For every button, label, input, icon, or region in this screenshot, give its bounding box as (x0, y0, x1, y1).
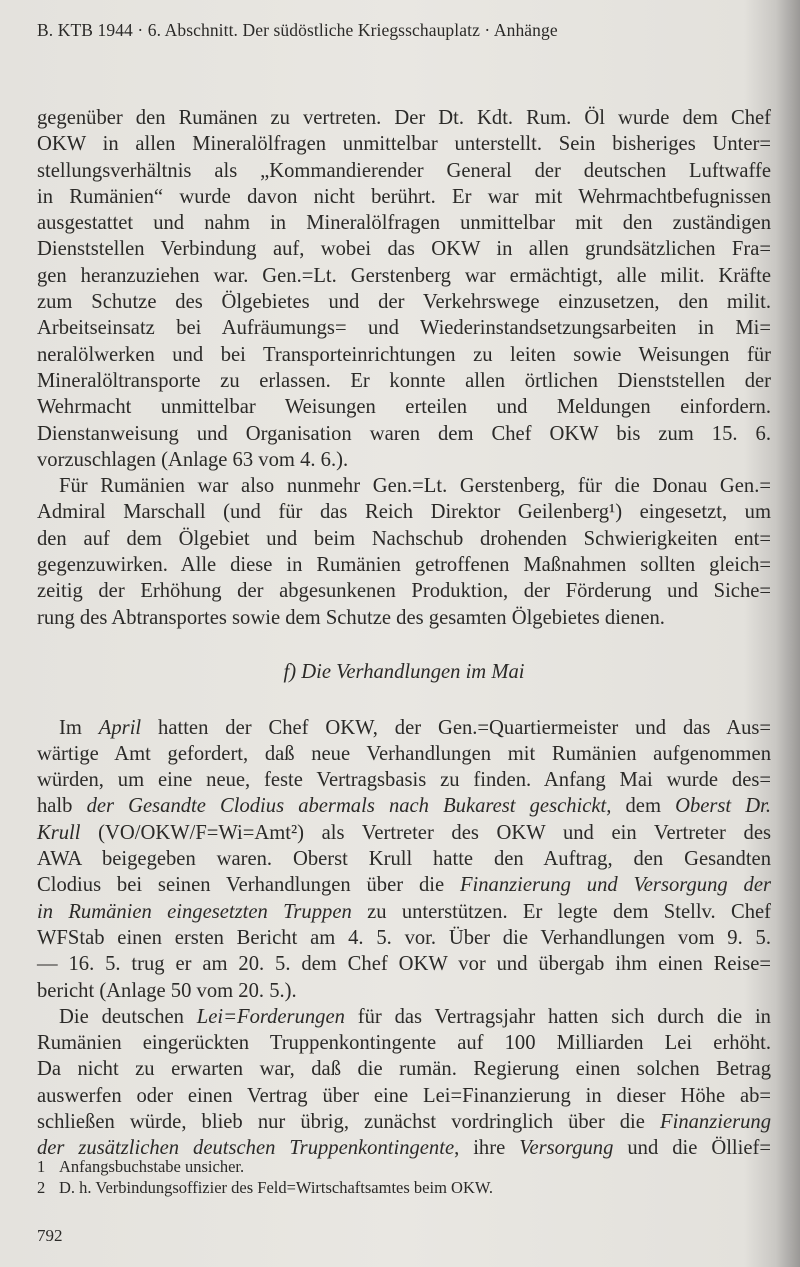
text-run: Dienstanweisung und Organisation waren dem Chef OKW bis zum 15. 6. (37, 422, 771, 445)
page-number: 792 (37, 1226, 63, 1245)
text-run: hatten der Chef OKW, der Gen.=Quartiermeister und das Aus= (141, 716, 772, 739)
italic-text: Lei=Forderungen (196, 1005, 345, 1028)
italic-text: April (98, 716, 142, 739)
italic-text: Oberst Dr. (675, 795, 771, 818)
text-line (37, 1109, 771, 1135)
text-run: Für Rumänien war also nunmehr Gen.=Lt. Gerstenberg, für die Donau Gen.= (59, 475, 771, 498)
text-line (37, 552, 771, 578)
text-run: den auf dem Ölgebiet und beim Nachschub drohenden Schwierigkeiten ent= (37, 527, 771, 550)
text-line (37, 846, 771, 872)
text-run: , ihre (454, 1137, 520, 1160)
text-run: gegenüber den Rumänen zu vertreten. Der Dt. Kdt. Rum. Öl wurde dem Chef (37, 107, 771, 129)
text-run: gen heranzuziehen war. Gen.=Lt. Gerstenberg war ermächtigt, alle milit. Kräfte (37, 264, 771, 287)
text-line (37, 210, 771, 236)
text-line (37, 715, 771, 741)
footnote-text: Anfangsbuchstabe unsicher. (59, 1157, 245, 1176)
text-line (37, 526, 771, 552)
text-run: stellungsverhältnis als „Kommandierender General der deutschen Luftwaffe (37, 159, 771, 182)
text-run: WFStab einen ersten Bericht am 4. 5. vor. Über die Verhandlungen vom 9. 5. (37, 926, 771, 949)
text-run: ausgestattet und nahm in Mineralölfragen unmittelbar mit den zuständigen (37, 212, 771, 235)
text-line (37, 1083, 771, 1109)
text-run: wärtige Amt gefordert, daß neue Verhandlungen mit Rumänien aufgenommen (37, 742, 771, 765)
italic-text: der Gesandte Clodius abermals nach Bukarest geschickt, (86, 795, 612, 818)
text-line (37, 1056, 771, 1082)
paragraph (37, 1004, 771, 1162)
footnote (37, 1156, 493, 1177)
section-heading: f) Die Verhandlungen im Mai (283, 660, 525, 683)
text-run: Im (59, 716, 99, 739)
text-line (37, 289, 771, 315)
text-run: für das Vertragsjahr hatten sich durch die in (344, 1005, 771, 1028)
italic-text: der zusätzlichen deutschen Truppenkontingente (37, 1137, 455, 1160)
text-line (37, 899, 771, 925)
text-run: in Rumänien“ wurde davon nicht berührt. Er war mit Wehrmachtbefugnissen (37, 185, 771, 208)
footnote-number: 1 (37, 1157, 46, 1176)
text-run: Die deutschen (59, 1005, 197, 1028)
text-line (37, 473, 771, 499)
text-line (37, 368, 771, 394)
italic-text: Krull (37, 821, 81, 844)
text-run: halb (37, 795, 87, 818)
text-run: — 16. 5. trug er am 20. 5. dem Chef OKW vor und übergab ihm einen Reise= (37, 953, 771, 976)
text-run: dem (611, 795, 676, 818)
footnote-number: 2 (37, 1178, 46, 1197)
text-run: würden, um eine neue, feste Vertragsbasis zu finden. Anfang Mai wurde des= (37, 769, 771, 792)
text-run: rung des Abtransportes sowie dem Schutze des gesamten Ölgebietes dienen. (37, 606, 665, 629)
text-run: gegenzuwirken. Alle diese in Rumänien getroffenen Maßnahmen sollten gleich= (37, 554, 771, 577)
text-line (37, 1030, 771, 1056)
text-line (37, 951, 771, 977)
text-run: zeitig der Erhöhung der abgesunkenen Produktion, der Förderung und Siche= (37, 580, 771, 603)
text-line (37, 131, 771, 157)
running-header: B. KTB 1944 · 6. Abschnitt. Der südöstliche Kriegsschauplatz · Anhänge (37, 20, 558, 40)
text-run: bericht (Anlage 50 vom 20. 5.). (37, 979, 297, 1002)
text-line (37, 820, 771, 846)
body-text (37, 105, 771, 1162)
italic-text: Versorgung (519, 1137, 614, 1160)
text-line (37, 793, 771, 819)
text-line (37, 158, 771, 184)
text-line (37, 447, 771, 473)
text-run: neralölwerken und bei Transporteinrichtungen zu leiten sowie Weisungen für (37, 343, 771, 366)
text-line (37, 315, 771, 341)
text-line (37, 394, 771, 420)
text-line (37, 767, 771, 793)
text-line (37, 978, 771, 1004)
text-run: Da nicht zu erwarten war, daß die rumän. Regierung einen solchen Betrag (37, 1058, 771, 1081)
footnotes (37, 1156, 493, 1198)
text-run: AWA beigegeben waren. Oberst Krull hatte den Auftrag, den Gesandten (37, 848, 771, 871)
text-run: (VO/OKW/F=Wi=Amt²) als Vertreter des OKW und ein Vertreter des (80, 821, 771, 844)
paragraph (37, 473, 771, 631)
text-run: Mineralöltransporte zu erlassen. Er konnte allen örtlichen Dienststellen der (37, 369, 771, 392)
text-line (37, 741, 771, 767)
text-run: zum Schutze des Ölgebietes und der Verkehrswege einzusetzen, den milit. (37, 291, 771, 314)
text-run: und die Öllief= (613, 1137, 771, 1160)
text-line (37, 184, 771, 210)
text-line (37, 105, 771, 131)
text-run: Wehrmacht unmittelbar Weisungen erteilen und Meldungen einfordern. (37, 396, 771, 419)
italic-text: Finanzierung (660, 1110, 771, 1133)
text-line (37, 1004, 771, 1030)
text-line (37, 925, 771, 951)
italic-text: in Rumänien eingesetzten Truppen (37, 900, 352, 923)
text-run: OKW in allen Mineralölfragen unmittelbar unterstellt. Sein bisheriges Unter= (37, 133, 771, 156)
text-run: Clodius bei seinen Verhandlungen über die (37, 874, 460, 897)
text-line (37, 499, 771, 525)
text-line (37, 872, 771, 898)
text-run: Admiral Marschall (und für das Reich Direktor Geilenberg¹) eingesetzt, um (37, 501, 771, 524)
text-line (37, 342, 771, 368)
text-line (37, 421, 771, 447)
text-line (37, 263, 771, 289)
text-run: Arbeitseinsatz bei Aufräumungs= und Wiederinstandsetzungsarbeiten in Mi= (37, 317, 771, 340)
text-line (37, 236, 771, 262)
text-run: Dienststellen Verbindung auf, wobei das OKW in allen grundsätzlichen Fra= (37, 238, 771, 261)
text-run: vorzuschlagen (Anlage 63 vom 4. 6.). (37, 448, 349, 471)
paragraph (37, 715, 771, 1004)
paragraph (37, 105, 771, 473)
footnote-text: D. h. Verbindungsoffizier des Feld=Wirtschaftsamtes beim OKW. (59, 1178, 494, 1197)
text-line (37, 578, 771, 604)
footnote (37, 1177, 493, 1198)
text-run: Rumänien eingerückten Truppenkontingente auf 100 Milliarden Lei erhöht. (37, 1032, 771, 1055)
text-run: schließen würde, blieb nur übrig, zunächst vordringlich über die (37, 1110, 661, 1133)
text-line (37, 605, 771, 631)
text-run: auswerfen oder einen Vertrag über eine Lei=Finanzierung in dieser Höhe ab= (37, 1084, 771, 1107)
italic-text: Finanzierung und Versorgung der (459, 874, 771, 897)
text-run: zu unterstützen. Er legte dem Stellv. Chef (351, 900, 771, 923)
